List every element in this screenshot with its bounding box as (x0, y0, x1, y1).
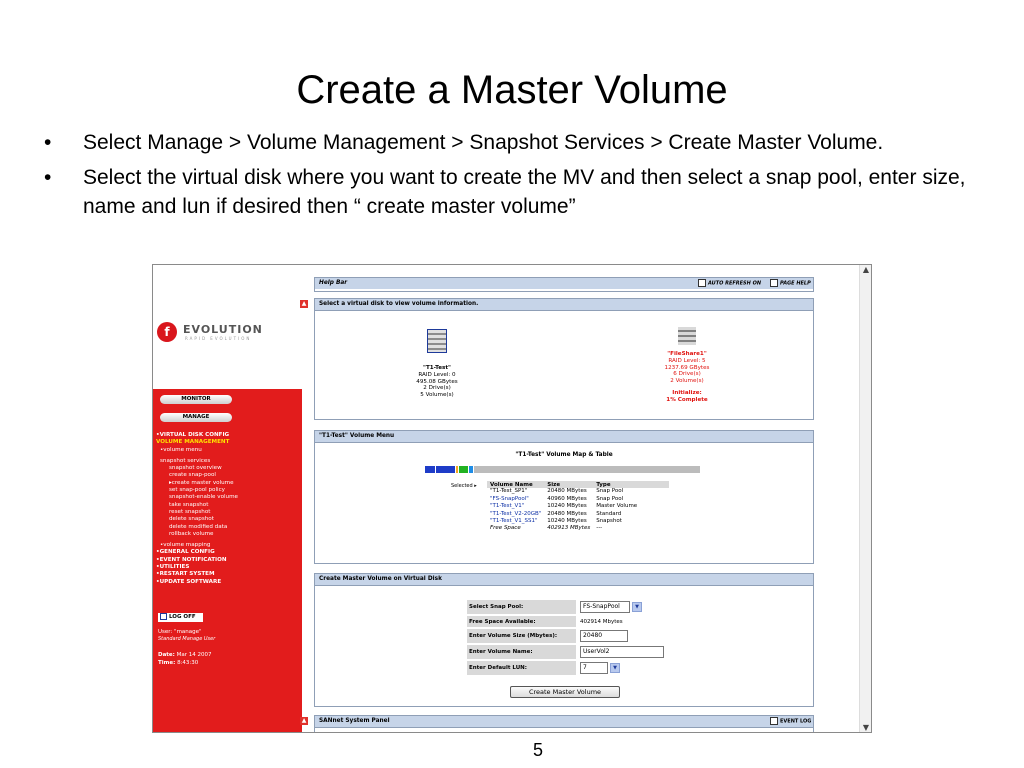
volume-name[interactable]: "T1-Test_V2-20GB" (490, 510, 542, 517)
app-screenshot (152, 264, 872, 733)
create-master-volume-button[interactable]: Create Master Volume (510, 686, 620, 698)
column-header: Type (593, 481, 669, 488)
bullet-glyph: • (44, 166, 52, 189)
table-row[interactable] (487, 496, 669, 503)
system-panel-header (315, 716, 813, 728)
vdisk-name: "FileShare1" (667, 351, 707, 357)
create-form (467, 598, 665, 677)
volume-map-segment[interactable] (436, 466, 457, 473)
volume-type: Snap Pool (596, 495, 624, 502)
bullet-glyph: • (44, 131, 52, 154)
volume-size: 20480 MBytes (547, 488, 587, 495)
selected-indicator: Selected ▸ (451, 483, 477, 489)
default-lun-select[interactable]: 7 (580, 662, 608, 674)
vdisk-panel (314, 298, 814, 420)
logo-subtext: RAPID EVOLUTION (185, 336, 252, 341)
nav-snapshot-item[interactable]: snapshot overview (169, 465, 222, 472)
nav-update-software[interactable]: •UPDATE SOFTWARE (156, 578, 222, 585)
volume-table (487, 481, 669, 533)
manage-button[interactable]: MANAGE (160, 413, 232, 422)
column-header: Size (544, 481, 593, 488)
nav-snapshot-item[interactable]: reset snapshot (169, 508, 211, 515)
chevron-down-icon[interactable]: ▼ (610, 663, 620, 673)
disk-stack-icon (427, 329, 447, 353)
snap-pool-label: Select Snap Pool: (467, 600, 576, 614)
vdisk-raid: RAID Level: 0 (418, 371, 456, 378)
user-info (158, 629, 215, 643)
time-value: 8:43:30 (177, 660, 199, 666)
volume-menu-title: "T1-Test" Volume Menu (315, 431, 813, 443)
collapse-up-icon[interactable]: ▲ (301, 300, 307, 307)
volume-name[interactable]: "T1-Test_V1" (490, 503, 525, 510)
vdisk-raid: RAID Level: 5 (668, 357, 706, 364)
sidebar (153, 265, 302, 732)
vdisk-fileshare1[interactable] (647, 327, 727, 404)
sidebar-nav (153, 389, 302, 732)
bullet-text: Select Manage > Volume Management > Snapshot Services > Create Master Volume. (83, 131, 884, 154)
date-label: Date: (158, 652, 175, 658)
page-help-label: PAGE HELP (780, 280, 811, 287)
chevron-down-icon[interactable]: ▼ (632, 602, 642, 612)
volume-size: 10240 MBytes (547, 518, 587, 525)
help-bar-title (315, 278, 813, 289)
vdisk-drives: 6 Drive(s) (673, 371, 701, 378)
volume-menu-panel (314, 430, 814, 564)
nav-volume-management[interactable]: VOLUME MANAGEMENT (156, 439, 230, 446)
nav-restart-system[interactable]: •RESTART SYSTEM (156, 571, 215, 578)
nav-snapshot-item[interactable]: take snapshot (169, 501, 209, 508)
datetime-info (158, 651, 211, 667)
table-row[interactable] (487, 511, 669, 518)
bullet-item (40, 128, 980, 157)
logoff-icon (160, 613, 167, 620)
vdisk-drives: 2 Drive(s) (423, 385, 451, 392)
volume-type: Master Volume (596, 503, 638, 510)
nav-snapshot-item[interactable]: delete modified data (169, 523, 228, 530)
vdisk-progress: 1% Complete (666, 396, 708, 403)
system-panel-title: SANnet System Panel (319, 718, 390, 724)
free-space-type: --- (596, 525, 603, 532)
table-row[interactable] (487, 503, 669, 510)
collapse-up-icon[interactable]: ▲ (301, 717, 307, 724)
nav-snapshot-item[interactable]: rollback volume (169, 530, 214, 537)
table-row[interactable] (487, 518, 669, 525)
nav-volume-menu[interactable]: •volume menu (160, 446, 202, 453)
free-space-available-label: Free Space Available: (467, 616, 576, 627)
volume-size: 20480 MBytes (547, 510, 587, 517)
bullet-text: Select the virtual disk where you want to create the MV and then select a snap pool, enter size, name and lun if desired then “ create master volume” (83, 166, 966, 218)
help-bar (314, 277, 814, 292)
volume-size: 40960 MBytes (547, 495, 587, 502)
logoff-label: LOG OFF (169, 614, 196, 620)
logo-mark-icon: f (157, 322, 177, 342)
volume-type: Standard (596, 510, 622, 517)
auto-refresh-label: AUTO REFRESH ON (708, 280, 762, 287)
disk-stack-icon (678, 327, 696, 345)
system-panel (314, 715, 814, 733)
logo-text: EVOLUTION (183, 323, 263, 336)
user-name: User: "manage" (158, 629, 202, 635)
scroll-up-icon[interactable]: ▲ (862, 265, 870, 274)
snap-pool-select[interactable]: FS-SnapPool (580, 601, 630, 613)
volume-size-label: Enter Volume Size (Mbytes): (467, 629, 576, 643)
nav-snapshot-item-active[interactable]: ▸create master volume (169, 479, 234, 486)
refresh-icon (698, 279, 706, 287)
volume-type: Snapshot (596, 518, 622, 525)
nav-snapshot-services[interactable]: snapshot services (160, 457, 211, 464)
bullet-list (40, 128, 980, 227)
scroll-down-icon[interactable]: ▼ (862, 723, 870, 732)
nav-utilities[interactable]: •UTILITIES (156, 564, 190, 571)
vdisk-volumes: 2 Volume(s) (670, 378, 704, 385)
page-number: 5 (532, 740, 543, 760)
help-bar-label: Help Bar (319, 280, 348, 286)
volume-map-segment[interactable] (425, 466, 436, 473)
monitor-button[interactable]: MONITOR (160, 395, 232, 404)
nav-snapshot-item[interactable]: create snap-pool (169, 472, 216, 479)
volume-map-bar[interactable] (425, 466, 701, 473)
volume-size: 10240 MBytes (547, 503, 587, 510)
vdisk-name: "T1-Test" (423, 365, 451, 371)
nav-menu (156, 432, 300, 586)
create-panel-title: Create Master Volume on Virtual Disk (315, 574, 813, 586)
vdisk-size: 1237.69 GBytes (664, 364, 710, 371)
volume-name-label: Enter Volume Name: (467, 645, 576, 659)
nav-event-notification[interactable]: •EVENT NOTIFICATION (156, 556, 227, 563)
volume-name[interactable]: "T1-Test_SP1" (490, 488, 528, 495)
vdisk-t1-test[interactable] (397, 329, 477, 399)
event-log-button[interactable] (770, 717, 811, 727)
free-space-size: 402913 MBytes (547, 525, 591, 532)
table-row (487, 525, 669, 532)
nav-snapshot-item[interactable]: set snap-pool policy (169, 487, 225, 494)
volume-name[interactable]: "FS-SnapPool" (490, 495, 529, 502)
logo (157, 320, 277, 344)
volume-map-segment[interactable] (459, 466, 469, 473)
nav-virtual-disk-config[interactable]: •VIRTUAL DISK CONFIG (156, 432, 230, 438)
volume-name-input[interactable]: UserVol2 (580, 646, 664, 658)
nav-snapshot-item[interactable]: delete snapshot (169, 516, 214, 523)
volume-size-input[interactable]: 20480 (580, 630, 628, 642)
time-label: Time: (158, 660, 176, 666)
free-space-label: Free Space (490, 525, 521, 532)
vdisk-panel-title: Select a virtual disk to view volume information. (315, 299, 813, 311)
date-value: Mar 14 2007 (176, 652, 212, 658)
page-help-button[interactable] (770, 279, 811, 289)
table-header (487, 481, 669, 488)
create-master-volume-panel (314, 573, 814, 707)
vdisk-size: 495.08 GBytes (416, 378, 458, 385)
vertical-scrollbar[interactable] (859, 265, 872, 732)
volume-name[interactable]: "T1-Test_V1_SS1" (490, 518, 538, 525)
event-log-icon (770, 717, 778, 725)
vdisk-volumes: 5 Volume(s) (420, 392, 454, 399)
volume-type: Snap Pool (596, 488, 624, 495)
table-row[interactable] (487, 488, 669, 495)
event-log-label: EVENT LOG (780, 718, 812, 725)
column-header: Volume Name (487, 481, 544, 488)
default-lun-label: Enter Default LUN: (467, 661, 576, 675)
bullet-item (40, 163, 980, 221)
logoff-button[interactable] (158, 613, 203, 622)
auto-refresh-button[interactable] (698, 279, 761, 289)
vdisk-status: Initialize: (672, 389, 702, 396)
free-space-available-value: 402914 Mbytes (576, 616, 665, 627)
user-role: Standard Manage User (158, 636, 216, 642)
volume-map-title: "T1-Test" Volume Map & Table (515, 452, 613, 458)
help-icon (770, 279, 778, 287)
nav-general-config[interactable]: •GENERAL CONFIG (156, 549, 215, 556)
slide-title: Create a Master Volume (296, 68, 728, 112)
volume-map-segment[interactable] (474, 466, 701, 473)
nav-snapshot-item[interactable]: snapshot-enable volume (169, 494, 238, 501)
nav-volume-mapping[interactable]: •volume mapping (160, 542, 211, 549)
